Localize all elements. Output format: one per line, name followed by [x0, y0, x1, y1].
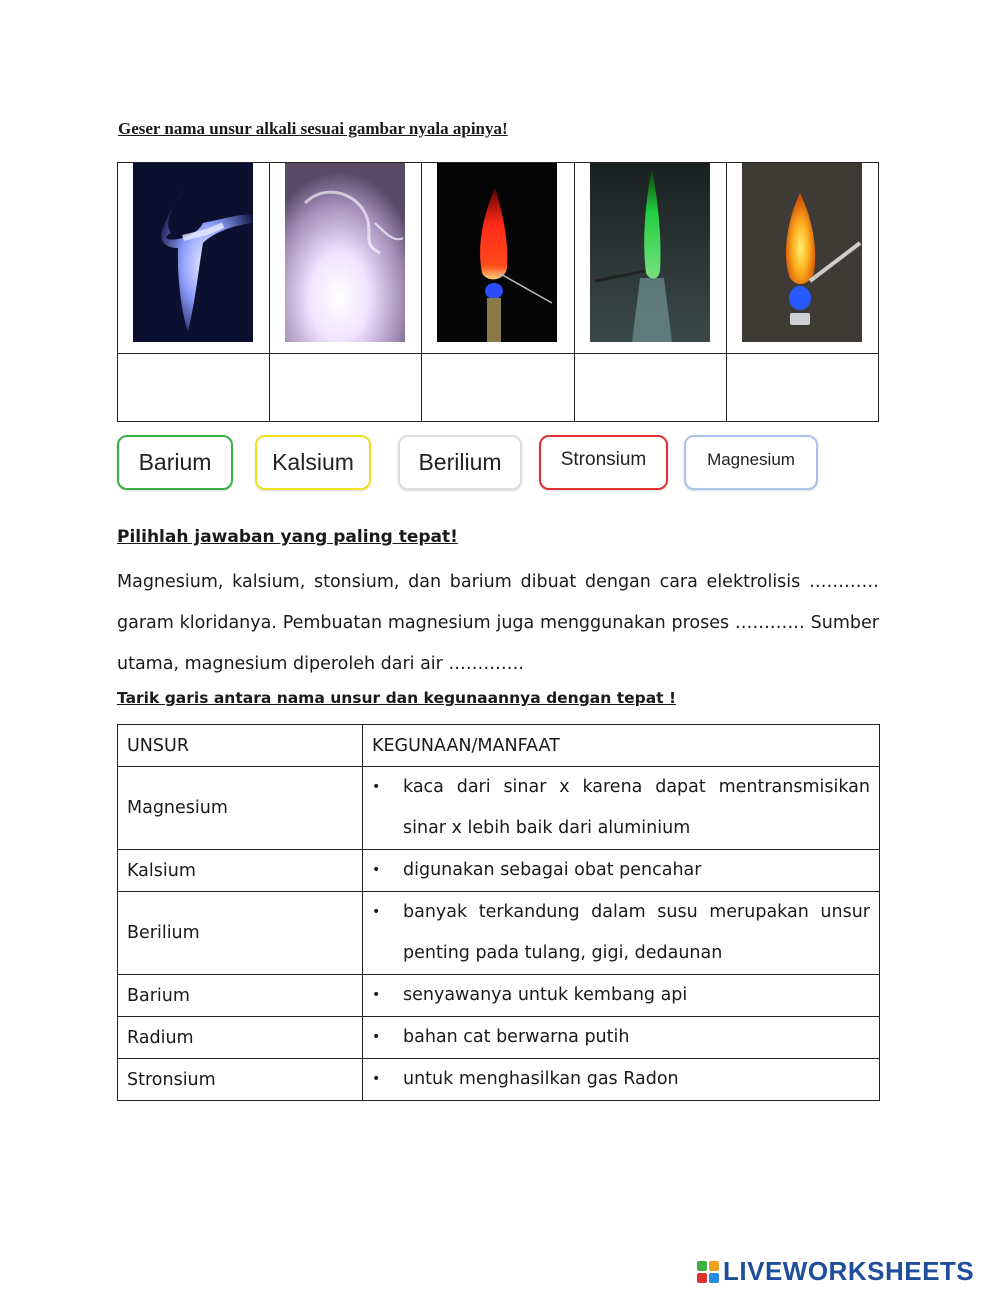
flame-matching-table — [117, 162, 879, 422]
bullet-icon: • — [372, 904, 381, 920]
green-flame-image — [590, 163, 710, 342]
card-label: Stronsium — [560, 448, 647, 470]
drop-zone-4[interactable] — [574, 354, 726, 422]
use-text: untuk menghasilkan gas Radon — [403, 1069, 679, 1089]
use-text: bahan cat berwarna putih — [403, 1027, 630, 1047]
instruction-title-drag: Geser nama unsur alkali sesuai gambar nyala apinya! — [118, 119, 508, 138]
unsur-cell[interactable]: Berilium — [118, 892, 363, 975]
card-label: Magnesium — [707, 449, 795, 469]
logo-mark-icon — [697, 1261, 719, 1283]
card-barium[interactable] — [117, 435, 233, 490]
use-text: senyawanya untuk kembang api — [403, 985, 688, 1005]
white-blue-flame-image — [133, 163, 253, 342]
card-label: Kalsium — [272, 449, 354, 475]
unsur-cell[interactable]: Kalsium — [118, 850, 363, 892]
use-cell[interactable] — [363, 975, 880, 1017]
bullet-icon: • — [372, 862, 381, 878]
orange-flame-image — [742, 163, 862, 342]
bullet-icon: • — [372, 987, 381, 1003]
use-cell[interactable] — [363, 892, 880, 975]
unsur-cell[interactable]: Stronsium — [118, 1059, 363, 1101]
card-magnesium[interactable] — [684, 435, 818, 490]
header-kegunaan: KEGUNAAN/MANFAAT — [363, 725, 880, 767]
card-berilium[interactable] — [398, 435, 522, 490]
drop-zone-3[interactable] — [422, 354, 574, 422]
uses-matching-table — [117, 724, 880, 1101]
card-stronsium[interactable] — [539, 435, 668, 490]
drop-zone-2[interactable] — [270, 354, 422, 422]
use-text: kaca dari sinar x karena dapat mentransmisikan sinar x lebih baik dari aluminium — [403, 777, 870, 838]
header-unsur: UNSUR — [118, 725, 363, 767]
use-text: digunakan sebagai obat pencahar — [403, 860, 702, 880]
red-flame-image — [437, 163, 557, 342]
use-cell[interactable] — [363, 1017, 880, 1059]
white-flame-image — [285, 163, 405, 342]
drop-zone-5[interactable] — [726, 354, 878, 422]
unsur-cell[interactable]: Barium — [118, 975, 363, 1017]
use-cell[interactable] — [363, 767, 880, 850]
liveworksheets-logo — [697, 1256, 974, 1287]
drop-zone-1[interactable] — [118, 354, 270, 422]
use-cell[interactable] — [363, 850, 880, 892]
instruction-title-choose: Pilihlah jawaban yang paling tepat! — [117, 527, 458, 547]
card-kalsium[interactable] — [255, 435, 371, 490]
logo-text: LIVEWORKSHEETS — [723, 1256, 975, 1286]
use-text: banyak terkandung dalam susu merupakan unsur penting pada tulang, gigi, dedaunan — [403, 902, 870, 963]
unsur-cell[interactable]: Radium — [118, 1017, 363, 1059]
use-cell[interactable] — [363, 1059, 880, 1101]
card-label: Barium — [138, 449, 212, 475]
instruction-title-match: Tarik garis antara nama unsur dan kegunaannya dengan tepat ! — [117, 689, 677, 707]
unsur-cell[interactable]: Magnesium — [118, 767, 363, 850]
bullet-icon: • — [372, 1071, 381, 1087]
bullet-icon: • — [372, 779, 381, 795]
bullet-icon: • — [372, 1029, 381, 1045]
fill-in-paragraph: Magnesium, kalsium, stonsium, dan barium dibuat dengan cara elektrolisis ………… garam kloridanya. Pembuatan magnesium juga menggunakan proses ………… Sumber utama, magnesium diperoleh dari air …………. — [117, 572, 879, 674]
card-label: Berilium — [418, 449, 502, 475]
